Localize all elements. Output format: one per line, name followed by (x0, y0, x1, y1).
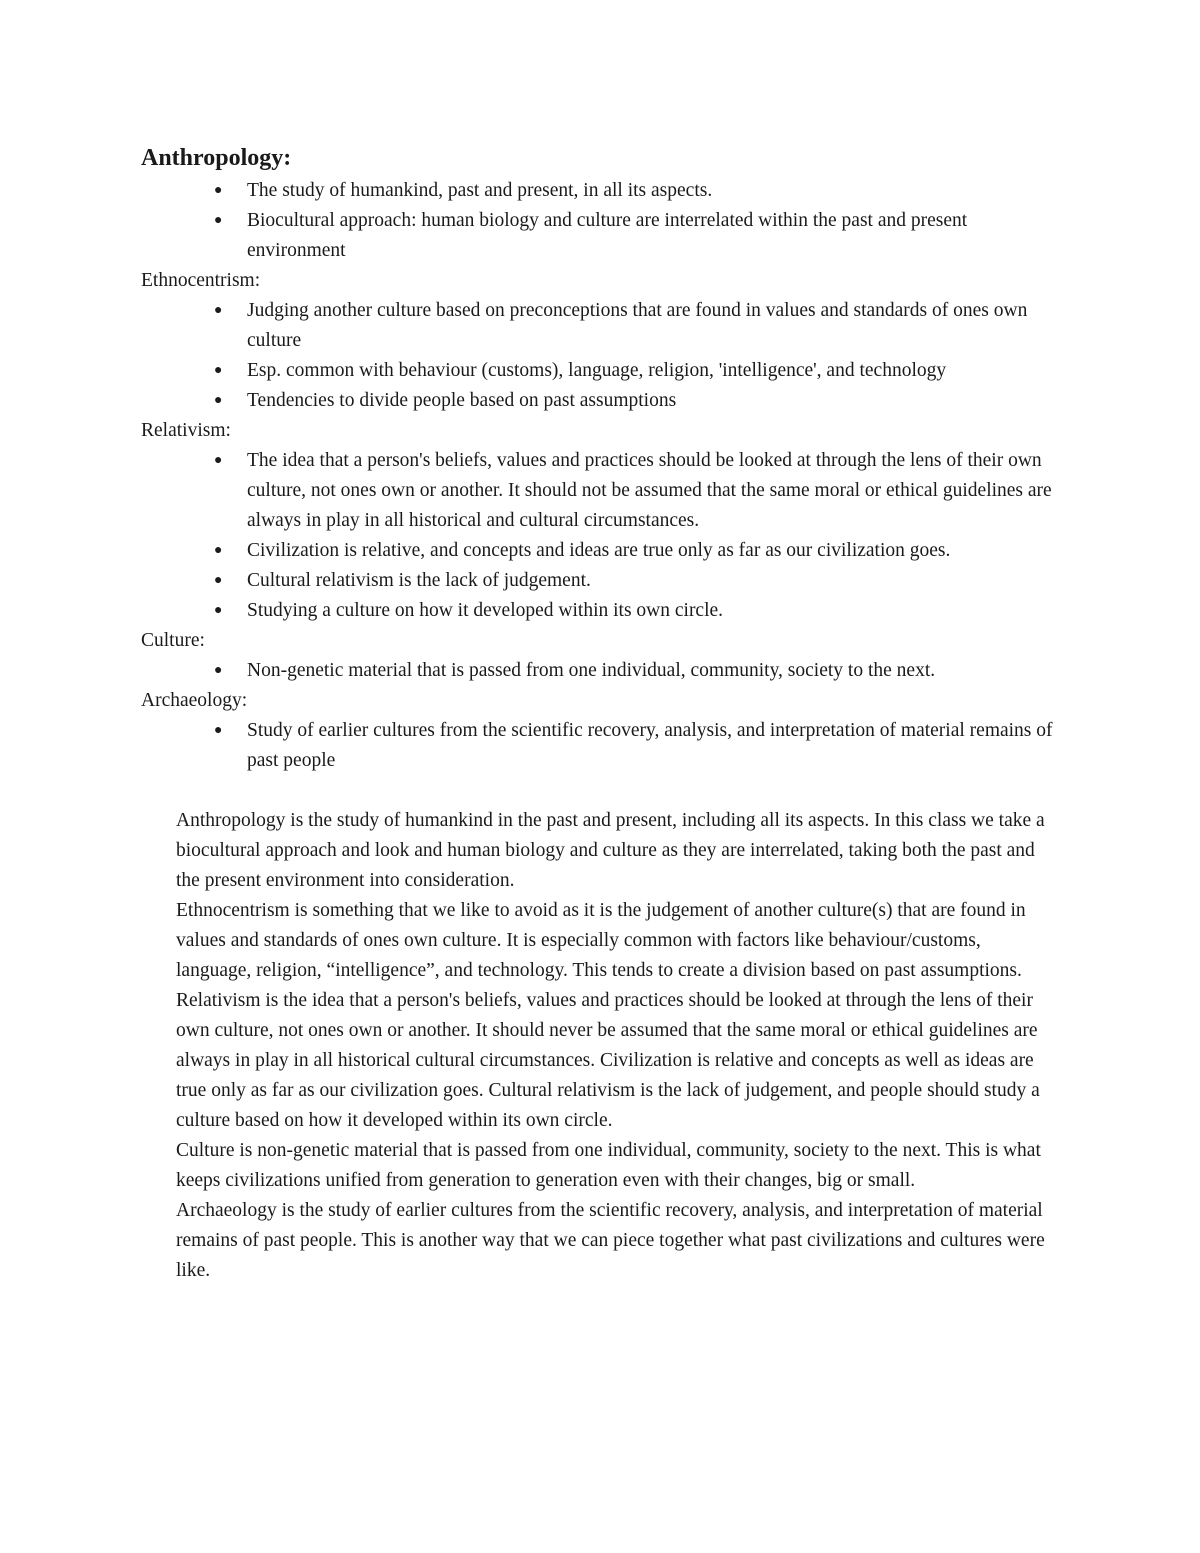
bullet-icon: ● (214, 603, 223, 618)
bullet-text: The study of humankind, past and present, in all its aspects. (247, 180, 713, 201)
summary-paragraph-culture: Culture is non-genetic material that is passed from one individual, community, society to the next. This is what keeps civilizations unified from generation to generation even with their changes, big or small. (176, 1140, 1041, 1191)
relativism-bullet-list (141, 446, 1066, 626)
bullet-icon: ● (214, 663, 223, 678)
bullet-icon: ● (214, 543, 223, 558)
bullet-icon: ● (214, 723, 223, 738)
bullet-text: Studying a culture on how it developed within its own circle. (247, 600, 724, 621)
bullet-item (214, 206, 1066, 266)
summary-paragraph-anthropology: Anthropology is the study of humankind in the past and present, including all its aspects. In this class we take a biocultural approach and look and human biology and culture as they are interrelated, taking both the past and the present environment into consideration. (176, 810, 1045, 891)
term-archaeology: Archaeology: (141, 690, 248, 711)
bullet-item (214, 446, 1066, 536)
bullet-text: Non-genetic material that is passed from one individual, community, society to the next. (247, 660, 936, 681)
bullet-item (214, 176, 1066, 206)
bullet-text: Study of earlier cultures from the scientific recovery, analysis, and interpretation of material remains of past people (247, 720, 1053, 771)
summary-paragraph-archaeology: Archaeology is the study of earlier cultures from the scientific recovery, analysis, and interpretation of material remains of past people. This is another way that we can piece together what past civilizations and cultures were like. (176, 1200, 1045, 1281)
bullet-item (214, 656, 1066, 686)
bullet-icon: ● (214, 363, 223, 378)
bullet-text: Esp. common with behaviour (customs), language, religion, 'intelligence', and technology (247, 360, 947, 381)
bullet-text: Judging another culture based on preconceptions that are found in values and standards of ones own culture (247, 300, 1028, 351)
bullet-item (214, 296, 1066, 356)
document-page (141, 140, 1066, 1286)
term-culture: Culture: (141, 630, 205, 651)
bullet-text: Civilization is relative, and concepts and ideas are true only as far as our civilization goes. (247, 540, 951, 561)
summary-paragraph-relativism: Relativism is the idea that a person's beliefs, values and practices should be looked at through the lens of their own culture, not ones own or another. It should never be assumed that the same moral or ethical guidelines are always in play in all historical cultural circumstances. Civilization is relative and concepts as well as ideas are true only as far as our civilization goes. Cultural relativism is the lack of judgement, and people should study a culture based on how it developed within its own circle. (176, 990, 1040, 1131)
term-relativism: Relativism: (141, 420, 231, 441)
bullet-text: Cultural relativism is the lack of judgement. (247, 570, 591, 591)
bullet-item (214, 356, 1066, 386)
archaeology-bullet-list (141, 716, 1066, 776)
heading-anthropology: Anthropology: (141, 145, 292, 171)
bullet-icon: ● (214, 453, 223, 468)
bullet-icon: ● (214, 573, 223, 588)
bullet-text: Tendencies to divide people based on past assumptions (247, 390, 677, 411)
bullet-text: Biocultural approach: human biology and culture are interrelated within the past and present environment (247, 210, 968, 261)
bullet-item (214, 716, 1066, 776)
term-ethnocentrism: Ethnocentrism: (141, 270, 261, 291)
bullet-item (214, 566, 1066, 596)
bullet-item (214, 386, 1066, 416)
anthropology-bullet-list (141, 176, 1066, 266)
ethnocentrism-bullet-list (141, 296, 1066, 416)
summary-paragraph-ethnocentrism: Ethnocentrism is something that we like to avoid as it is the judgement of another culture(s) that are found in values and standards of ones own culture. It is especially common with factors like behaviour/customs, language, religion, “intelligence”, and technology. This tends to create a division based on past assumptions. (176, 900, 1026, 981)
bullet-icon: ● (214, 183, 223, 198)
summary-section (141, 806, 1056, 1286)
bullet-icon: ● (214, 393, 223, 408)
bullet-text: The idea that a person's beliefs, values and practices should be looked at through the lens of their own culture, not ones own or another. It should not be assumed that the same moral or ethical guidelines are always in play in all historical and cultural circumstances. (247, 450, 1052, 531)
bullet-item (214, 536, 1066, 566)
bullet-icon: ● (214, 303, 223, 318)
culture-bullet-list (141, 656, 1066, 686)
bullet-icon: ● (214, 213, 223, 228)
bullet-item (214, 596, 1066, 626)
